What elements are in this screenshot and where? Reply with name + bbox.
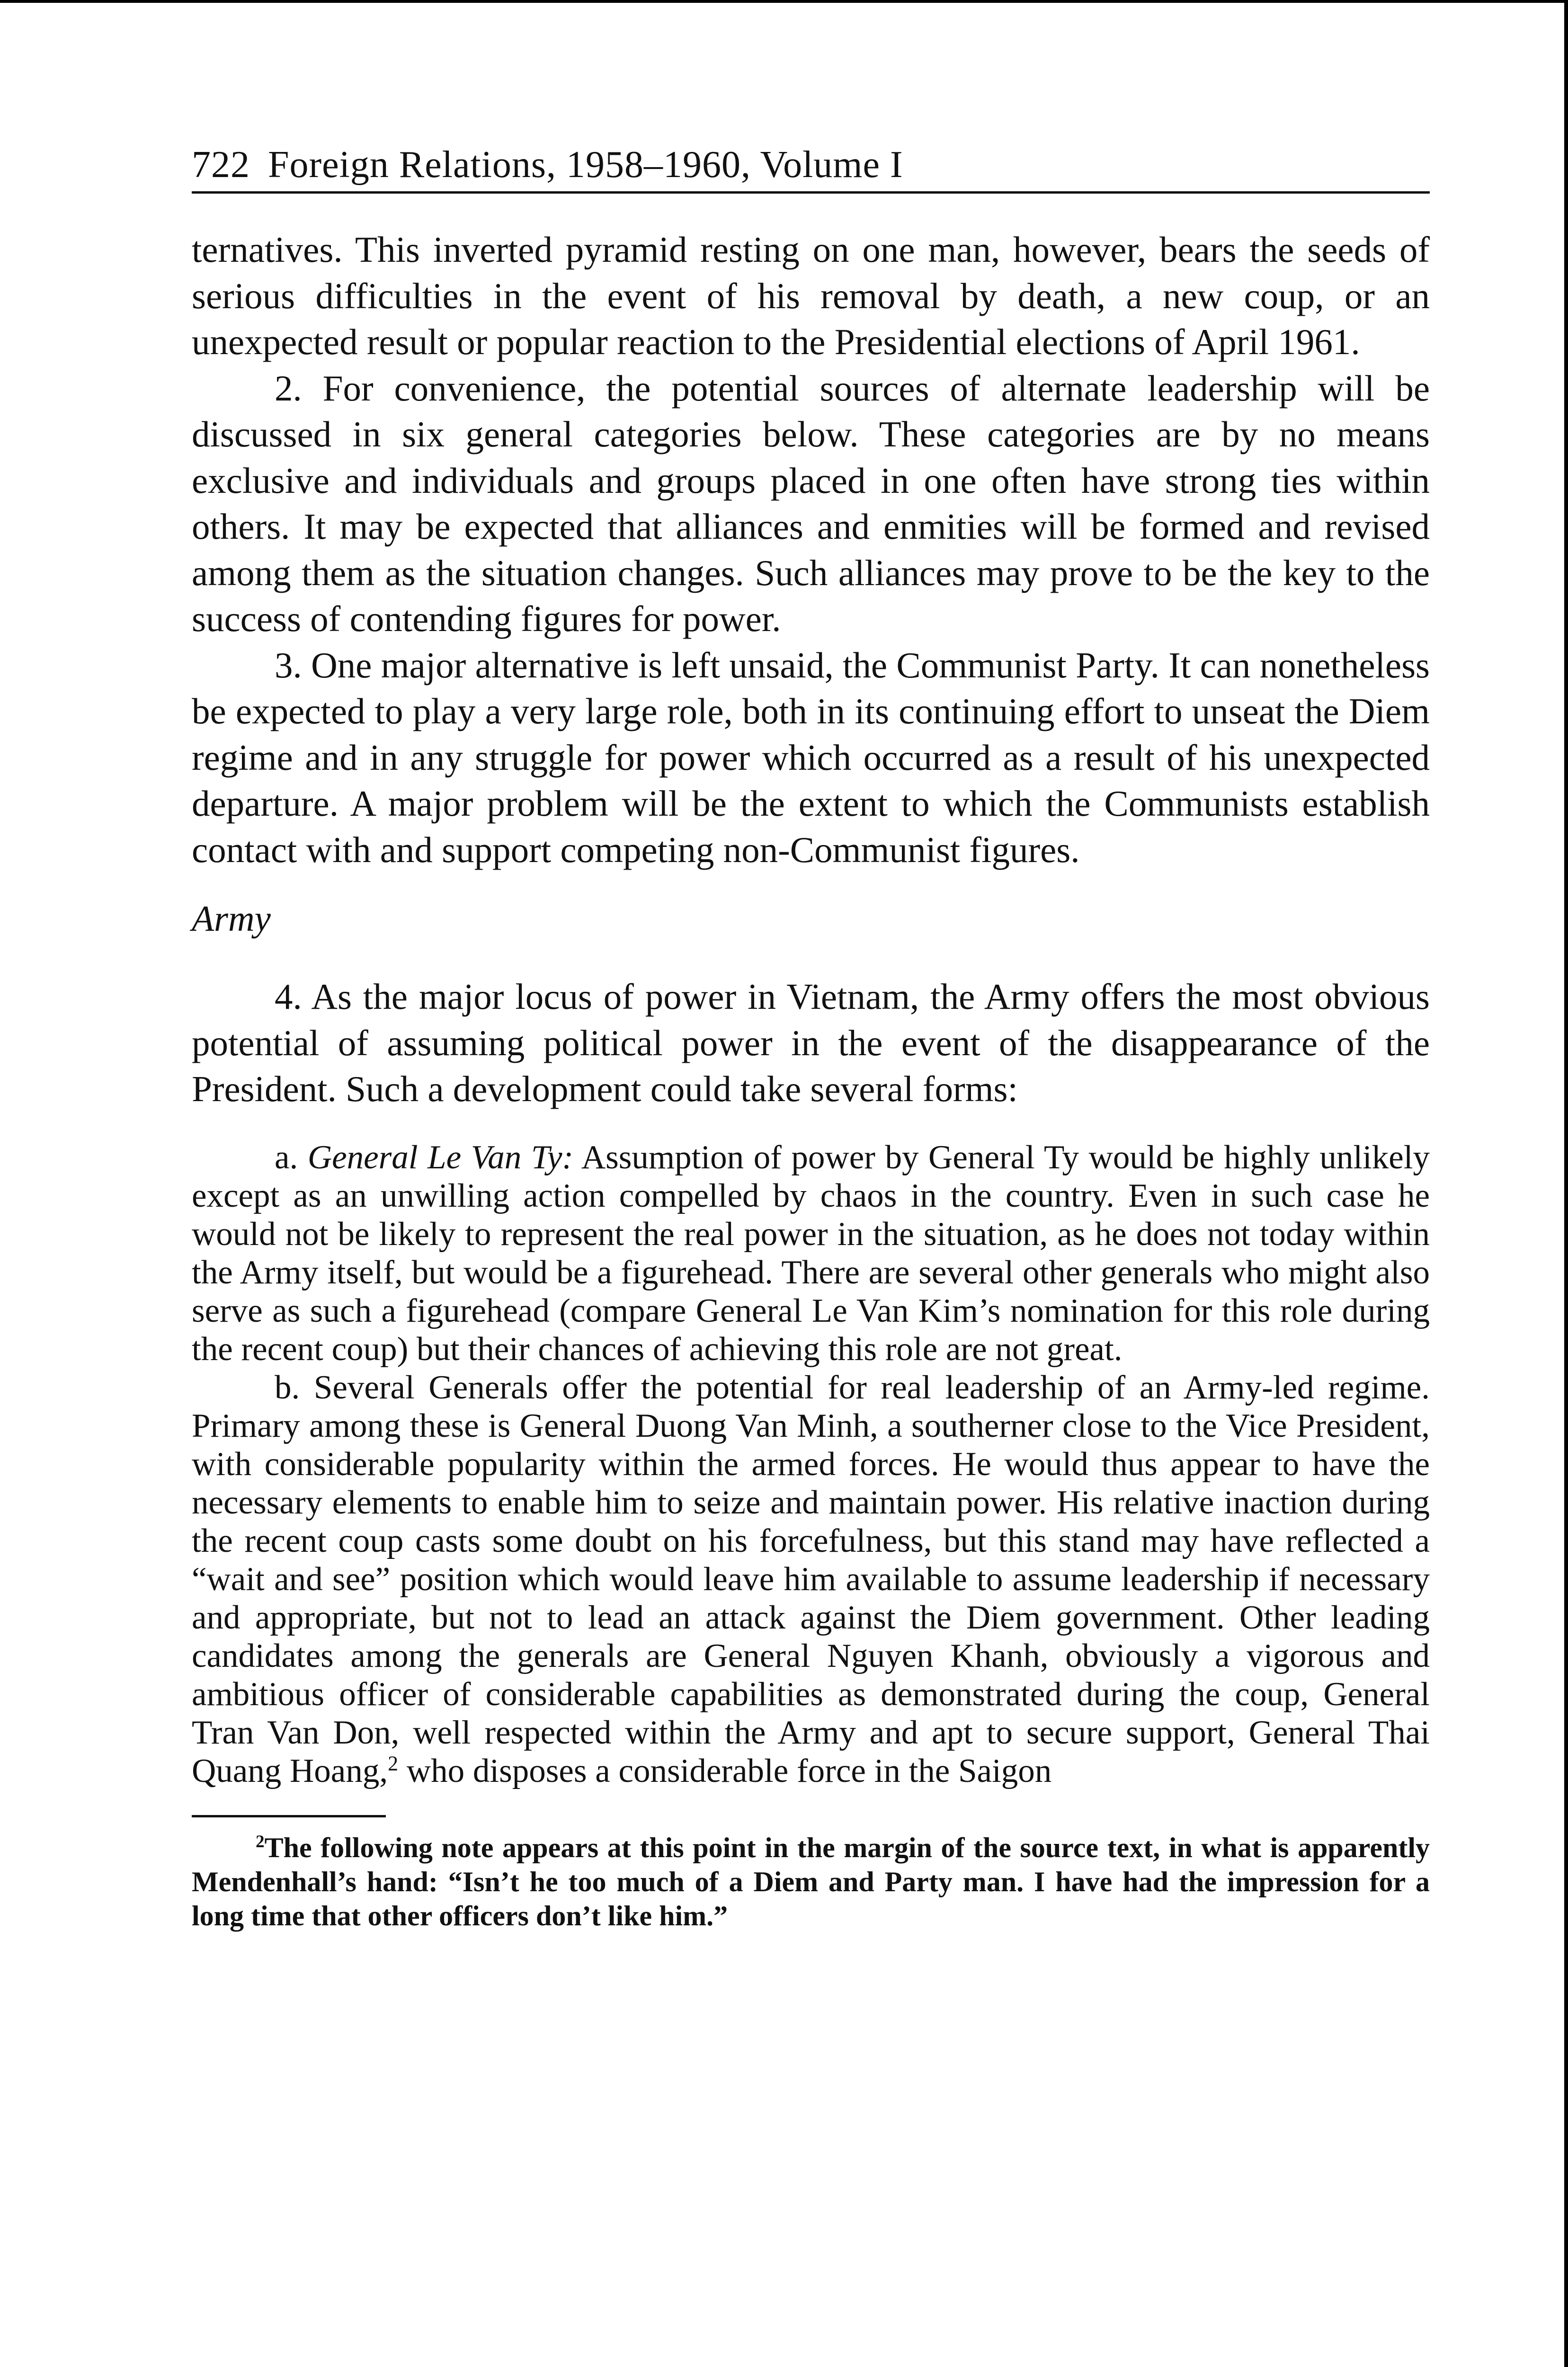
- subparagraphs: [192, 1139, 1430, 1790]
- subparagraph-a: [192, 1139, 1430, 1369]
- footnote-text: The following note appears at this point in the margin of the source text, in what is apparently Mendenhall’s hand: “Isn’t he too much of a Diem and Party man. I have had the impression for a long time that other officers don’t like him.”: [192, 1832, 1430, 1931]
- subparagraph-a-label: General Le Van Ty:: [307, 1139, 574, 1176]
- scan-top-edge: [0, 0, 1568, 3]
- subparagraph-b-tail: who disposes a considerable force in the Saigon: [398, 1752, 1052, 1789]
- footnote-2: [192, 1831, 1430, 1933]
- paragraph-2: 2. For convenience, the potential sources of alternate leadership will be discussed in six general categories below. These categories are by no means exclusive and individuals and groups placed in one often have strong ties within others. It may be expected that alliances and enmities will be formed and revised among them as the situation changes. Such alliances may prove to be the key to the success of contending figures for power.: [192, 367, 1430, 639]
- subparagraph-a-prefix: a.: [275, 1139, 308, 1176]
- subparagraph-b: [192, 1369, 1430, 1790]
- scan-right-edge: [1564, 0, 1568, 2367]
- paragraph-continued: ternatives. This inverted pyramid resting on one man, however, bears the seeds of serious difficulties in the event of his removal by death, a new coup, or an unexpected result or popular reaction to the Presidential elections of April 1961.: [192, 229, 1430, 362]
- subparagraph-a-text: Assumption of power by General Ty would be highly unlikely except as an unwilling action compelled by chaos in the country. Even in such case he would not be likely to represent the real power in the situation, as he does not today within the Army itself, but would be a figurehead. There are several other generals who might also serve as such a figurehead (compare General Le Van Kim’s nomination for this role during the recent coup) but their chances of achieving this role are not great.: [192, 1139, 1430, 1368]
- document-page: [192, 142, 1430, 1933]
- paragraph-3: 3. One major alternative is left unsaid, the Communist Party. It can nonetheless be expected to play a very large role, both in its continuing effort to unseat the Diem regime and in any struggle for power which occurred as a result of his unexpected departure. A major problem will be the extent to which the Communists establish contact with and support competing non-Communist figures.: [192, 644, 1430, 870]
- footnote-rule: [192, 1815, 386, 1817]
- section-heading-army: Army: [192, 898, 271, 939]
- paragraph-4: 4. As the major locus of power in Vietnam, the Army offers the most obvious potential of assuming political power in the event of the disappearance of the President. Such a development could take several forms:: [192, 976, 1430, 1109]
- footnote: [192, 1831, 1430, 1933]
- volume-title: Foreign Relations, 1958–1960, Volume I: [268, 144, 903, 186]
- running-head: [192, 142, 1430, 194]
- footnote-reference: 2: [388, 1751, 399, 1775]
- subparagraph-b-text: b. Several Generals offer the potential for real leadership of an Army-led regime. Primary among these is General Duong Van Minh, a southerner close to the Vice President, with considerable popularity within the armed forces. He would thus appear to have the necessary elements to enable him to seize and maintain power. His relative inaction during the recent coup casts some doubt on his forcefulness, but this stand may have reflected a “wait and see” position which would leave him available to assume leadership if necessary and appropriate, but not to lead an attack against the Diem government. Other leading candidates among the generals are General Nguyen Khanh, obviously a vigorous and ambitious officer of considerable capabilities as demonstrated during the coup, General Tran Van Don, well respected within the Army and apt to secure support, General Thai Quang Hoang,: [192, 1369, 1430, 1789]
- page-number: 722: [192, 144, 250, 186]
- footnote-marker: 2: [256, 1832, 265, 1851]
- body-text: [192, 227, 1430, 1112]
